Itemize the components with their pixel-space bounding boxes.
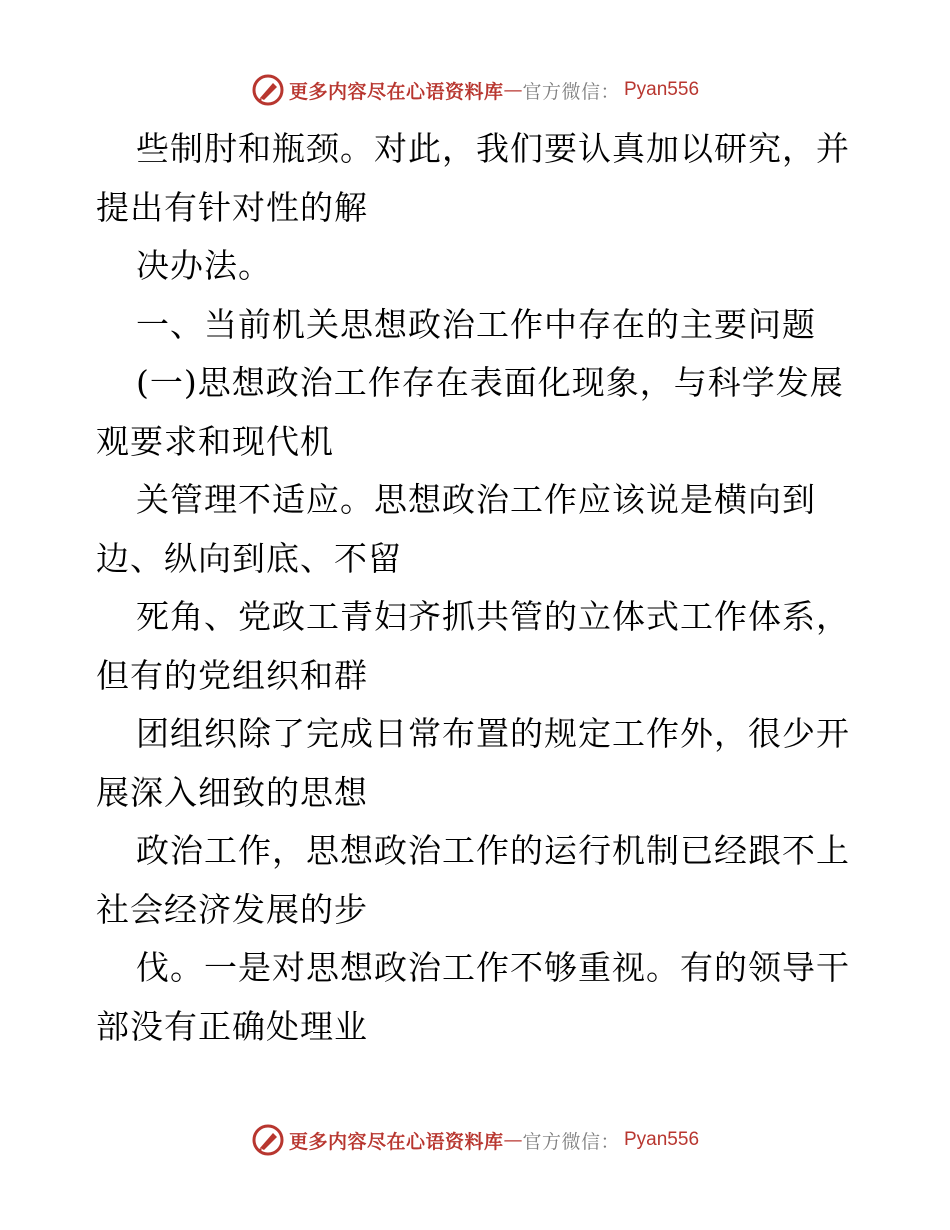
body-line: 一、当前机关思想政治工作中存在的主要问题 xyxy=(136,304,816,344)
footer-contact-id: Pyan556 xyxy=(624,1129,700,1150)
footer-site-text: 更多内容尽在心语资料库 xyxy=(288,1130,504,1153)
body-line: 伐。一是对思想政治工作不够重视。有的领导干 xyxy=(136,948,850,987)
body-line: 边、纵向到底、不留 xyxy=(96,538,402,578)
body-line: 社会经济发展的步 xyxy=(96,889,368,929)
footer-banner xyxy=(0,1120,950,1160)
body-line: 提出有针对性的解 xyxy=(96,187,368,227)
body-line: 政治工作，思想政治工作的运行机制已经跟不上 xyxy=(136,831,850,870)
body-line: 些制肘和瓶颈。对此，我们要认真加以研究，并 xyxy=(136,129,850,168)
header-contact-id: Pyan556 xyxy=(624,79,700,100)
header-banner xyxy=(0,70,950,110)
header-site-text: 更多内容尽在心语资料库 xyxy=(288,80,504,103)
pen-nib-logo-icon xyxy=(251,1123,285,1157)
header-separator: — xyxy=(503,79,523,101)
body-line: 但有的党组织和群 xyxy=(96,655,368,695)
body-line: 团组织除了完成日常布置的规定工作外，很少开 xyxy=(136,714,850,753)
body-line: 死角、党政工青妇齐抓共管的立体式工作体系， xyxy=(136,597,850,636)
body-line: (一)思想政治工作存在表面化现象，与科学发展 xyxy=(136,363,844,402)
footer-separator: — xyxy=(503,1129,523,1151)
document-body xyxy=(96,120,856,1056)
header-contact-label: 官方微信： xyxy=(522,80,620,103)
pen-nib-logo-icon xyxy=(251,73,285,107)
body-line: 部没有正确处理业 xyxy=(96,1006,368,1046)
body-line: 决办法。 xyxy=(136,246,272,285)
body-line: 观要求和现代机 xyxy=(96,421,334,461)
body-line: 关管理不适应。思想政治工作应该说是横向到 xyxy=(136,480,816,519)
body-line: 展深入细致的思想 xyxy=(96,772,368,812)
footer-contact-label: 官方微信： xyxy=(522,1130,620,1153)
